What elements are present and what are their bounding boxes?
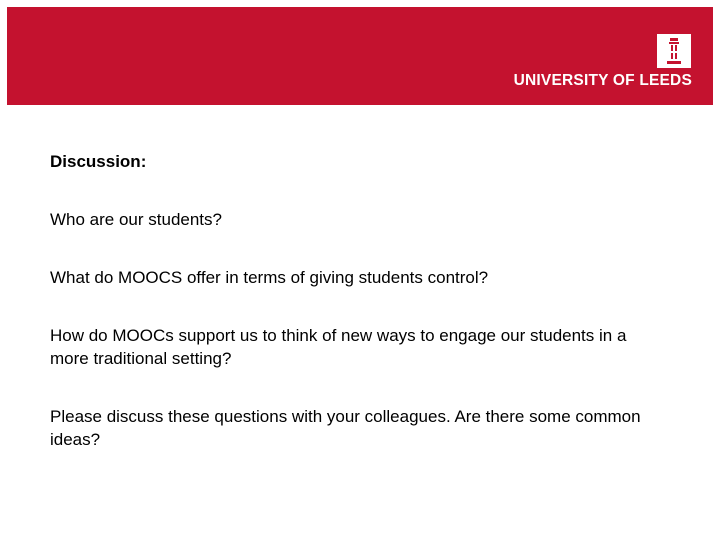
discussion-heading: Discussion:	[50, 152, 147, 171]
university-logo-text: UNIVERSITY OF LEEDS	[513, 72, 692, 89]
question-moocs-control: What do MOOCS offer in terms of giving students control?	[50, 268, 489, 287]
question-discuss-colleagues: Please discuss these questions with your colleagues. Are there some common ideas?	[50, 407, 641, 449]
question-students: Who are our students?	[50, 210, 222, 229]
header-banner	[7, 7, 713, 105]
question-moocs-support: How do MOOCs support us to think of new ways to engage our students in a more traditional setting?	[50, 326, 627, 368]
leeds-tower-icon	[657, 34, 691, 68]
